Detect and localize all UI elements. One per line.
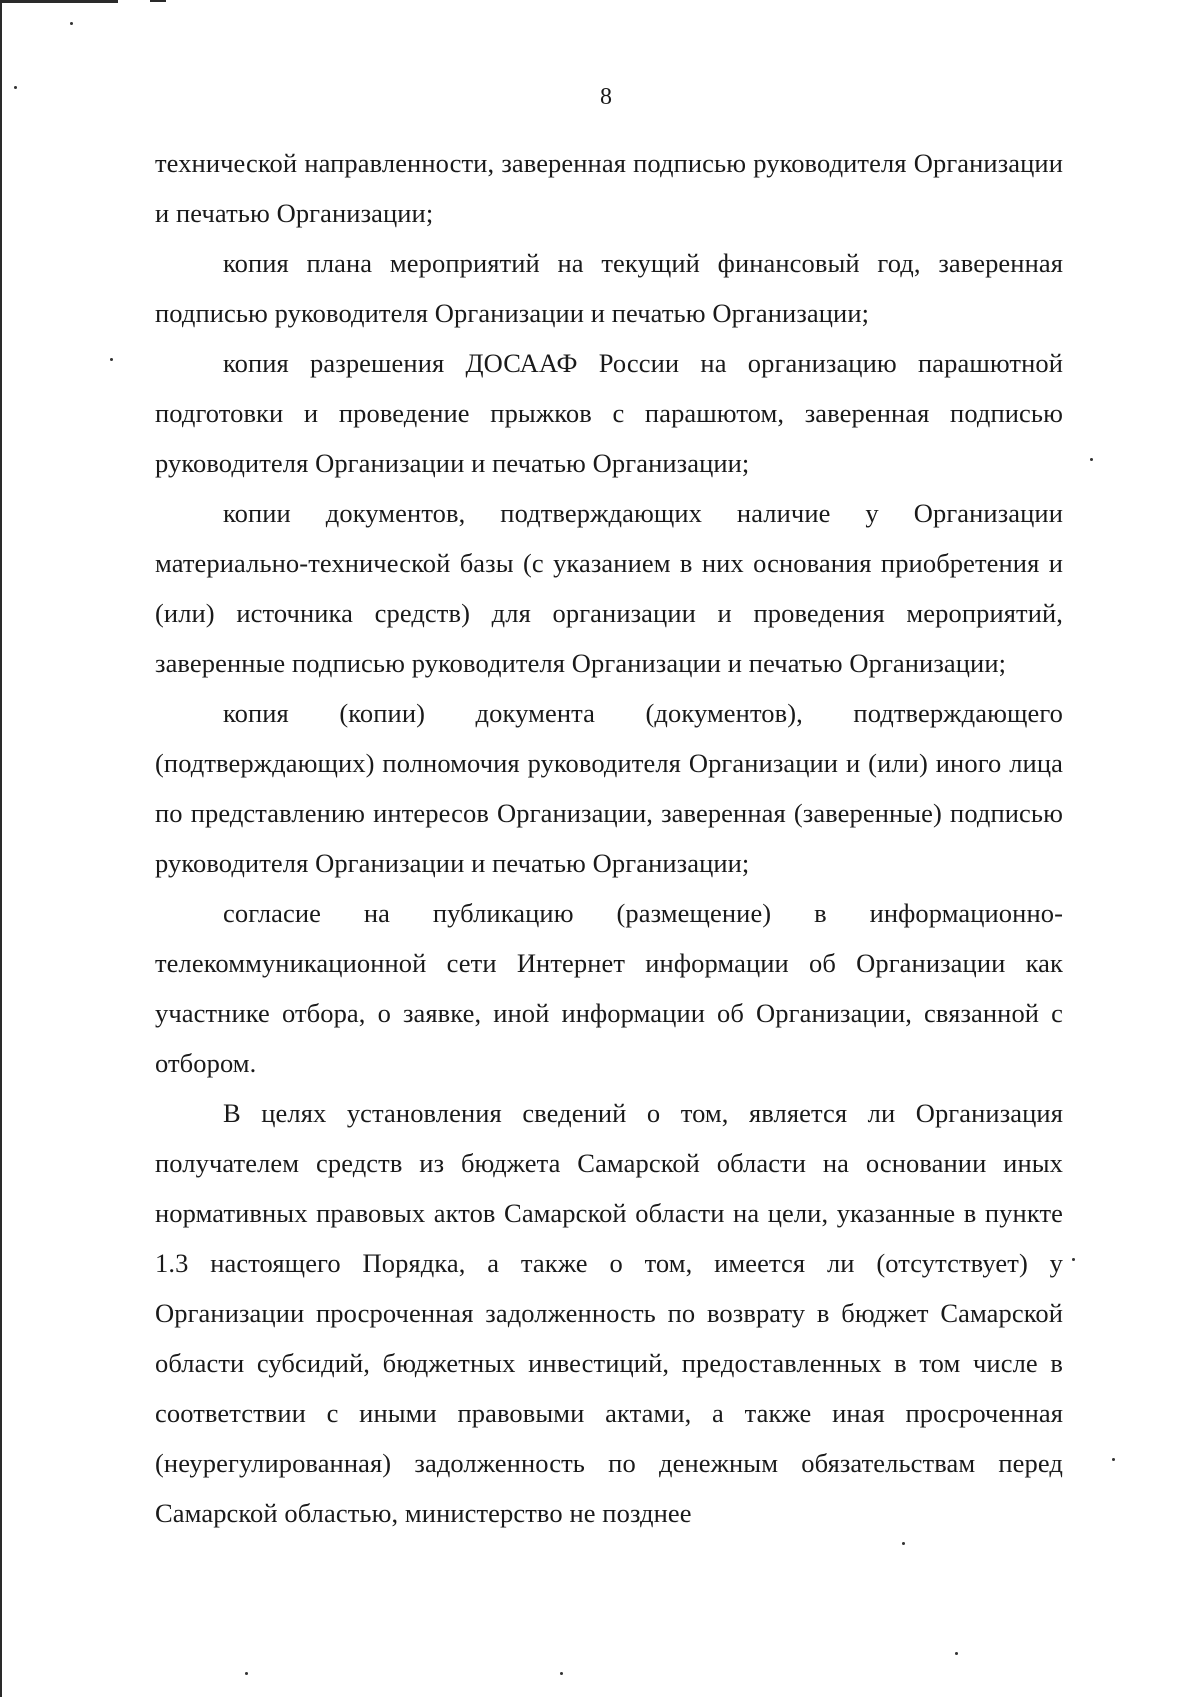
paragraph-event-plan-copy: копия плана мероприятий на текущий финансовый год, заверенная подписью руководителя Организации и печатью Организации; [155, 248, 1063, 328]
page-number: 8 [600, 84, 612, 110]
scan-top-mark [150, 0, 166, 2]
scan-left-edge [0, 0, 2, 1697]
scan-speck [245, 1672, 248, 1675]
paragraph-authority-documents: копия (копии) документа (документов), подтверждающего (подтверждающих) полномочия руководителя Организации и (или) иного лица по представлению интересов Организации, заверенная (заверенные) подписью руководителя Организации и печатью Организации; [155, 698, 1063, 878]
paragraph-continuation: технической направленности, заверенная подписью руководителя Организации и печатью Организации; [155, 148, 1063, 228]
scan-speck [955, 1652, 958, 1655]
paragraph-budget-verification: В целях установления сведений о том, является ли Организация получателем средств из бюджета Самарской области на основании иных нормативных правовых актов Самарской области на цели, указанные в пункте 1.3 настоящего Порядка, а также о том, имеется ли (отсутствует) у Организации просроченная задолженность по возврату в бюджет Самарской области субсидий, бюджетных инвестиций, предоставленных в том числе в соответствии с иными правовыми актами, а также иная просроченная (неурегулированная) задолженность по денежным обязательствам перед Самарской областью, министерство не позднее [155, 1098, 1063, 1528]
scan-speck [902, 1542, 905, 1545]
paragraph-material-base-documents: копии документов, подтверждающих наличие у Организации материально-технической базы (с указанием в них основания приобретения и (или) источника средств) для организации и проведения мероприятий, заверенные подписью руководителя Организации и печатью Организации; [155, 498, 1063, 678]
scan-speck [1072, 1258, 1075, 1261]
scan-speck [1112, 1458, 1115, 1461]
scan-speck [1090, 458, 1093, 461]
scan-top-mark [0, 0, 118, 3]
document-body [155, 138, 1063, 1538]
paragraph-dosaaf-permission: копия разрешения ДОСААФ России на организацию парашютной подготовки и проведение прыжков с парашютом, заверенная подписью руководителя Организации и печатью Организации; [155, 348, 1063, 478]
paragraph-publication-consent: согласие на публикацию (размещение) в информационно-телекоммуникационной сети Интернет информации об Организации как участнике отбора, о заявке, иной информации об Организации, связанной с отбором. [155, 898, 1063, 1078]
scan-speck [560, 1672, 563, 1675]
scan-speck [110, 358, 113, 361]
scan-speck [70, 22, 73, 25]
